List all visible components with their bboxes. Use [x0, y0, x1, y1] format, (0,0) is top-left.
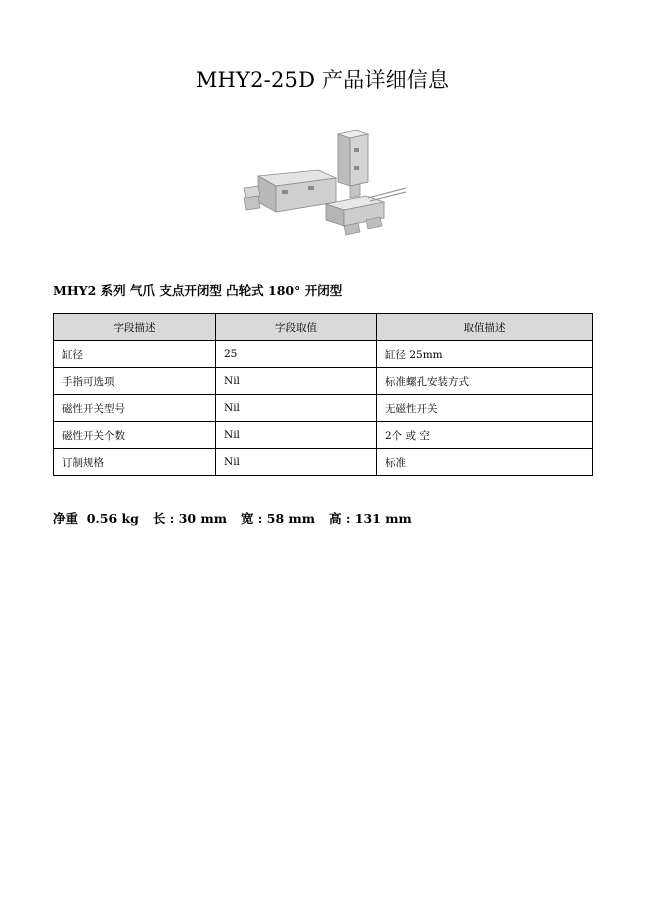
cell-field: 磁性开关个数	[54, 422, 216, 449]
height-dimension: 高 : 131 mm	[328, 511, 412, 526]
table-row	[54, 449, 593, 476]
cell-description: 缸径 25mm	[377, 341, 593, 368]
header-field-value: 字段取值	[216, 314, 377, 341]
cell-value: 25	[216, 341, 377, 368]
dimensions-line	[53, 509, 426, 527]
cell-field: 磁性开关型号	[54, 395, 216, 422]
cell-field: 订制规格	[54, 449, 216, 476]
cell-description: 标准螺孔安装方式	[377, 368, 593, 395]
length-dimension: 长 : 30 mm	[152, 511, 227, 526]
cell-field: 缸径	[54, 341, 216, 368]
table-row	[54, 395, 593, 422]
gripper-vertical-illustration	[338, 130, 368, 198]
gripper-horizontal-illustration	[244, 170, 336, 212]
cell-field: 手指可选项	[54, 368, 216, 395]
table-row	[54, 368, 593, 395]
header-field-description: 字段描述	[54, 314, 216, 341]
cell-value: Nil	[216, 395, 377, 422]
table-header-row	[54, 314, 593, 341]
cell-description: 无磁性开关	[377, 395, 593, 422]
spec-table	[53, 313, 593, 476]
net-weight: 净重 0.56 kg	[53, 511, 139, 526]
width-dimension: 宽 : 58 mm	[240, 511, 315, 526]
cell-description: 标准	[377, 449, 593, 476]
product-image	[238, 126, 408, 238]
product-series-subtitle: MHY2 系列 气爪 支点开闭型 凸轮式 180° 开闭型	[53, 283, 343, 298]
cell-value: Nil	[216, 368, 377, 395]
cell-value: Nil	[216, 449, 377, 476]
table-row	[54, 341, 593, 368]
cell-description: 2个 或 空	[377, 422, 593, 449]
header-value-description: 取值描述	[377, 314, 593, 341]
table-row	[54, 422, 593, 449]
gripper-small-illustration	[326, 188, 406, 235]
page-title: MHY2-25D 产品详细信息	[195, 68, 450, 92]
cell-value: Nil	[216, 422, 377, 449]
